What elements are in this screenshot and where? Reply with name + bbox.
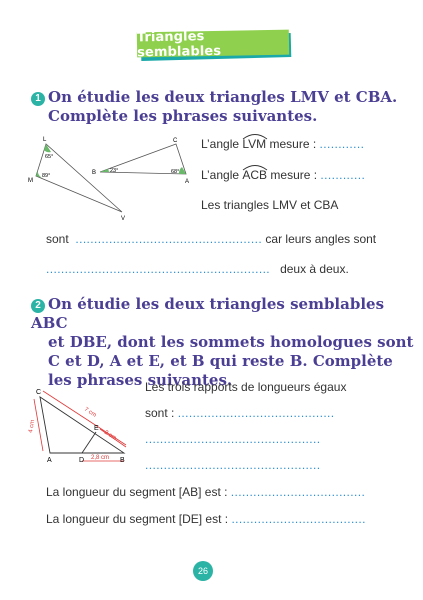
angle-l: 65° — [45, 154, 54, 160]
sentence-line-2: sont .................................................. car leurs angles sont — [46, 232, 377, 246]
figure-triangles-abc-dbe — [30, 385, 138, 465]
de-length-line: La longueur du segment [DE] est : .................................... — [46, 512, 366, 526]
label-m: M — [28, 178, 33, 184]
measure-db: 2,8 cm — [91, 455, 110, 461]
label-c2: C — [36, 389, 42, 396]
label-v: V — [121, 216, 126, 222]
sentence-line-3: ............................................................ deux à deux. — [46, 262, 349, 276]
question-1-title: 1 On étudie les deux triangles LMV et CBA. Complète les phrases suivantes. — [31, 88, 397, 126]
angle-b: 23° — [110, 168, 119, 174]
ratios-answer-2[interactable]: ............................................... — [145, 432, 321, 446]
page-title: Triangles semblables — [137, 30, 289, 58]
angle-acb-line: L’angle ACB mesure : ............ — [201, 168, 365, 183]
angle-acb-answer[interactable]: ............ — [320, 168, 366, 182]
measure-eb: 2 cm — [102, 429, 118, 442]
ratios-answer-3[interactable]: ............................................... — [145, 458, 321, 472]
angle-a: 68° — [171, 169, 180, 175]
angles-answer[interactable]: ............................................................ — [46, 262, 271, 276]
ratios-answer-line-2 — [145, 432, 321, 447]
title-banner — [136, 28, 293, 61]
question-2-number: 2 — [31, 299, 45, 313]
question-2-title: 2 On étudie les deux triangles semblables ABC et DBE, dont les sommets homologues sont C et D, A et E, et B qui reste B. Complète les phrases suivantes. — [31, 295, 414, 389]
label-b2: B — [120, 457, 125, 464]
triangles-answer[interactable]: .................................................. — [75, 232, 263, 246]
label-a: A — [185, 179, 190, 185]
angle-lvm-answer[interactable]: ............ — [319, 137, 365, 151]
ratios-answer-line-3 — [145, 458, 321, 473]
ratios-line: Les trois rapports de longueurs égaux — [145, 380, 347, 394]
label-a2: A — [47, 457, 52, 464]
angle-acb-name: ACB — [242, 168, 267, 183]
angle-m: 89° — [42, 173, 51, 179]
ratios-answer-1[interactable]: .......................................... — [177, 406, 335, 420]
angle-lvm-line: L’angle LVM mesure : ............ — [201, 137, 364, 152]
ratios-answer-line-1: sont : .......................................... — [145, 406, 335, 420]
angle-lvm-name: LVM — [242, 137, 266, 152]
label-e: E — [94, 425, 99, 432]
de-length-answer[interactable]: .................................... — [231, 512, 366, 526]
ab-length-answer[interactable]: .................................... — [230, 485, 366, 499]
label-b: B — [92, 170, 97, 176]
measure-cb: 7 cm — [82, 406, 98, 419]
figure-triangles-lmv-cba — [24, 132, 194, 224]
label-l: L — [43, 137, 47, 143]
question-1-number: 1 — [31, 92, 45, 106]
label-d: D — [79, 457, 85, 464]
page-number: 26 — [193, 561, 213, 581]
label-c: C — [173, 138, 178, 144]
sentence-line-1: Les triangles LMV et CBA — [201, 198, 339, 212]
ab-length-line: La longueur du segment [AB] est : .................................... — [46, 485, 366, 499]
measure-ca: 4 cm — [28, 419, 37, 434]
